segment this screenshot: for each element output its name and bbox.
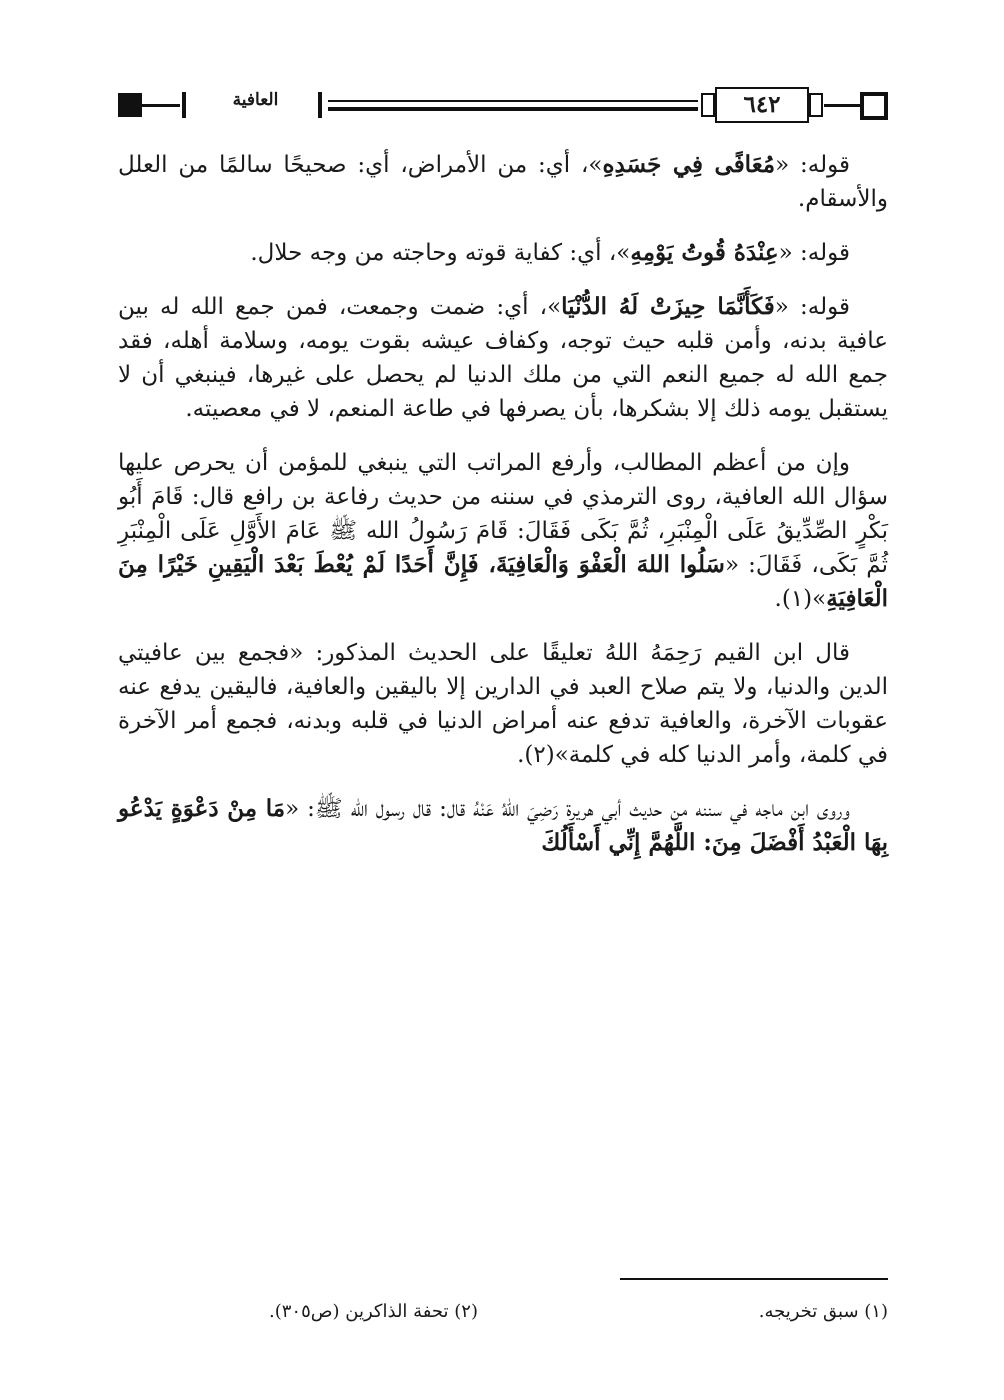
paragraph — [118, 792, 888, 860]
header-filled-square — [118, 93, 142, 117]
header-open-square — [860, 92, 888, 120]
paragraph — [118, 290, 888, 426]
hadith-quote: مَا مِنْ دَعْوَةٍ يَدْعُو بِهَا الْعَبْدُ أَفْضَلَ مِنَ: اللَّهُمَّ إِنِّي أَسْأَلُكَ — [118, 795, 888, 856]
paragraph — [118, 636, 888, 772]
header-bar — [318, 92, 322, 118]
text-run: قوله: « — [778, 240, 850, 266]
main-text — [118, 148, 888, 880]
paragraph — [118, 148, 888, 216]
hadith-quote: سَلُوا اللهَ الْعَفْوَ وَالْعَافِيَةَ، فَإِنَّ أَحَدًا لَمْ يُعْطَ بَعْدَ الْيَقِينِ خَيْرًا مِنَ الْعَافِيَةِ — [118, 551, 888, 612]
text-run: »، أي: كفاية قوته وحاجته من وجه حلال. — [250, 240, 631, 266]
text-run: وإن من أعظم المطالب، وأرفع المراتب التي ينبغي للمؤمن أن يحرص عليها سؤال الله العافية، روى الترمذي في سننه من حديث رفاعة بن رافع قال: قَامَ أَبُو بَكْرٍ الصِّدِّيقُ عَلَى الْمِنْبَرِ، ثُمَّ بَكَى فَقَالَ: قَامَ رَسُولُ الله ﷺ عَامَ الأَوَّلِ عَلَى الْمِنْبَرِ ثُمَّ بَكَى، فَقَالَ: « — [118, 450, 888, 578]
paragraph — [118, 446, 888, 616]
quoted-phrase: فَكَأَنَّمَا حِيزَتْ لَهُ الدُّنْيَا — [561, 293, 775, 320]
text-run: قوله: « — [774, 294, 850, 320]
text-run: »(١). — [774, 586, 827, 612]
footnote-1: (١) سبق تخريجه. — [758, 1301, 888, 1322]
page-number: ٦٤٢ — [715, 87, 809, 123]
header-rule-right — [824, 104, 862, 107]
header-rule-double — [328, 100, 698, 102]
quoted-phrase: عِنْدَهُ قُوتُ يَوْمِهِ — [630, 239, 779, 266]
header-rule-left — [142, 104, 180, 107]
text-run: قوله: « — [775, 152, 850, 178]
text-run: وروى ابن ماجه في سننه من حديث أبي هريرة رَضِيَ اللهُ عَنْهُ قال: قال رسول الله ﷺ: « — [285, 796, 851, 822]
header-bar — [182, 92, 186, 118]
text-run: »، أي: ضمت وجمعت، فمن جمع الله له بين عافية بدنه، وأمن قلبه حيث توجه، وكفاف عيشه بقوت يومه، وسلامة أهله، فقد جمع الله له جميع النعم التي من ملك الدنيا لم يحصل على غيرها، فينبغي أن لا يستقبل يومه ذلك إلا بشكرها، بأن يصرفها في طاعة المنعم، لا في معصيته. — [118, 294, 888, 422]
paragraph — [118, 236, 888, 270]
quoted-phrase: مُعَافًى فِي جَسَدِهِ — [602, 151, 776, 178]
page-header — [118, 86, 888, 126]
text-run: قال ابن القيم رَحِمَهُ اللهُ تعليقًا على الحديث المذكور: «فجمع بين عافيتي الدين والدنيا، ولا يتم صلاح العبد في الدارين إلا باليقين والعافية، فاليقين يدفع عنه عقوبات الآخرة، والعافية تدفع عنه أمراض الدنيا في قلبه وبدنه، فجمع أمر الآخرة في كلمة، وأمر الدنيا كله في كلمة»(٢). — [118, 640, 888, 768]
header-rule-double — [328, 107, 698, 111]
running-title: العافية — [232, 90, 279, 110]
text-run: »، أي: من الأمراض، أي: صحيحًا سالمًا من العلل والأسقام. — [118, 152, 888, 212]
footnote-2: (٢) تحفة الذاكرين (ص٣٠٥). — [269, 1301, 478, 1322]
footnote-separator — [620, 1278, 888, 1280]
